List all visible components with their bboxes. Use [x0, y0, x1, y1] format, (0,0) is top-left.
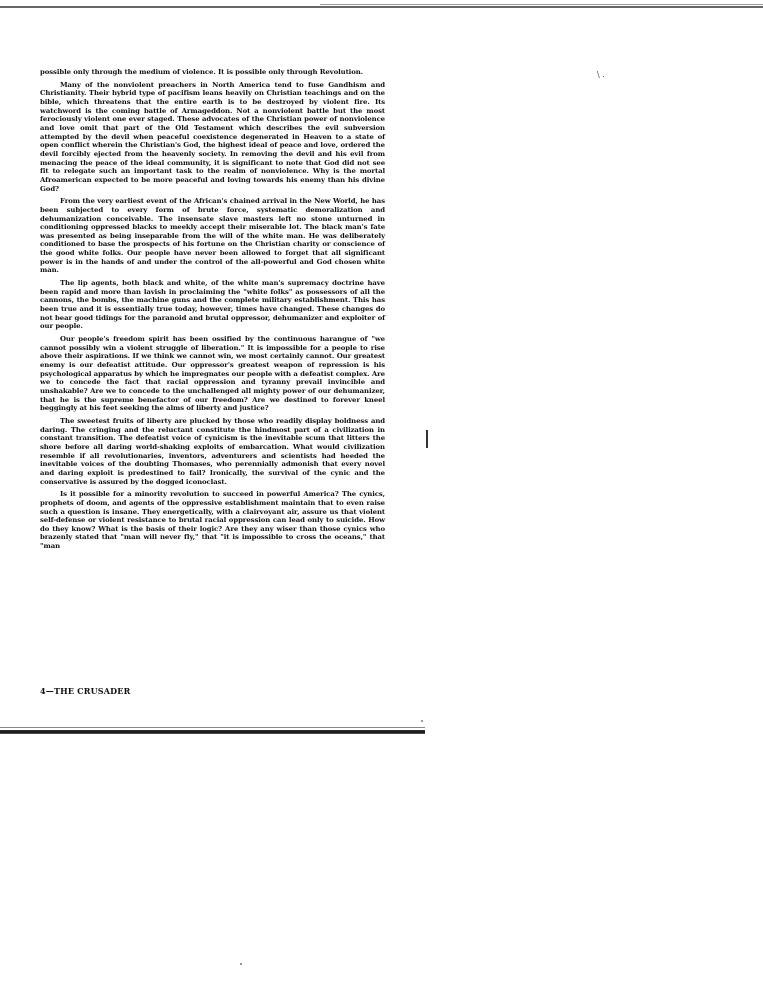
paragraph: The lip agents, both black and white, of the white man's supremacy doctrine have been rapid and more than lavish in proclaiming the "white folks" as possessors of all the cannons, the bombs, the machine guns and the complete military establishment. This has been true and it is essentially true today, however, times have changed. These changes do not bear good tidings for the paranoid and brutal oppressor, dehumanizer and exploiter of our people. — [40, 279, 385, 331]
paragraph: Many of the nonviolent preachers in North America tend to fuse Gandhism and Christianity. Their hybrid type of pacifism leans heavily on Christian teachings and on the bible, which threatens that the entire earth is to be destroyed by violent fire. Its watchword is the coming battle of Armageddon. Not a nonviolent battle but the most ferociously violent one ever staged. These advocates of the Christian power of nonviolence and love omit that part of the Old Testament which describes the evil subversion attempted by the devil when peaceful coexistence degenerated in Heaven to a state of open conflict wherein the Christian's God, the highest ideal of peace and love, ordered the devil forcibly ejected from the heavenly society. In removing the devil and his evil from menacing the peace of the ideal community, it is significant to note that God did not see fit to relegate such an important task to the realm of nonviolence. Why is the mortal Afroamerican expected to be more peaceful and loving towards his enemy than his divine God? — [40, 80, 385, 193]
paragraph: possible only through the medium of violence. It is possible only through Revolution. — [40, 68, 363, 76]
paragraph: Is it possible for a minority revolution to succeed in powerful America? The cynics, prophets of doom, and agents of the oppressive establishment maintain that to even raise such a question is insane. They energetically, with a clairvoyant air, assure us that violent self-defense or violent resistance to brutal racial oppression can lead only to suicide. How do they know? What is the basis of their logic? Are they any wiser than those cynics who brazenly stated that "man will never fly," that "it is impossible to cross the oceans," that "man — [40, 490, 385, 551]
scan-speck — [240, 963, 242, 965]
page-footer: 4—THE CRUSADER — [40, 686, 131, 696]
top-edge-shadow — [320, 4, 763, 5]
bottom-edge-shadow — [0, 727, 425, 728]
paragraph: The sweetest fruits of liberty are plucked by those who readily display boldness and daring. The cringing and the reluctant constitute the hindmost part of a civilization in constant transition. The defeatist voice of cynicism is the inevitable scum that litters the shore before all daring world-shaking exploits of embarcation. What would civilization resemble if all revolutionaries, inventors, adventurers and scientists had heeded the inevitable voices of the doubting Thomases, who perennially admonish that every novel and daring exploit is predestined to fail? Ironically, the survival of the cynic and the conservative is assured by the dogged iconoclast. — [40, 416, 385, 486]
paragraph: From the very earliest event of the African's chained arrival in the New World, he has been subjected to every form of brute force, systematic demoralization and dehumanization conceivable. The insensate slave masters left no stone unturned in conditioning oppressed blacks to meekly accept their miserable lot. The black man's fate was presented as being inseparable from the will of the white man. He was deliberately conditioned to base the prospects of his fortune on the Christian charity or conscience of the good white folks. Our people have never been allowed to forget that all significant power is in the hands of and under the control of the all-powerful and God chosen white man. — [40, 197, 385, 275]
article-body — [40, 68, 385, 555]
top-edge-rule — [0, 6, 763, 8]
margin-mark — [426, 430, 428, 448]
scan-speck — [421, 720, 423, 722]
corner-mark: \ . — [597, 70, 605, 79]
bottom-edge-rule — [0, 730, 425, 734]
paragraph: Our people's freedom spirit has been ossified by the continuous harangue of "we cannot possibly win a violent struggle of liberation." It is impossible for a people to rise above their aspirations. If we think we cannot win, we most certainly cannot. Our greatest enemy is our defeatist attitude. Our oppressor's greatest weapon of repression is his psychological apparatus by which he impregnates our people with a defeatist complex. Are we to concede the fact that racial oppression and tyranny prevail invincible and unshakable? Are we to concede to the unchallenged all mighty power of our dehumanizer, that he is the supreme benefactor of our freedom? Are we destined to forever kneel beggingly at his feet seeking the alms of liberty and justice? — [40, 335, 385, 413]
